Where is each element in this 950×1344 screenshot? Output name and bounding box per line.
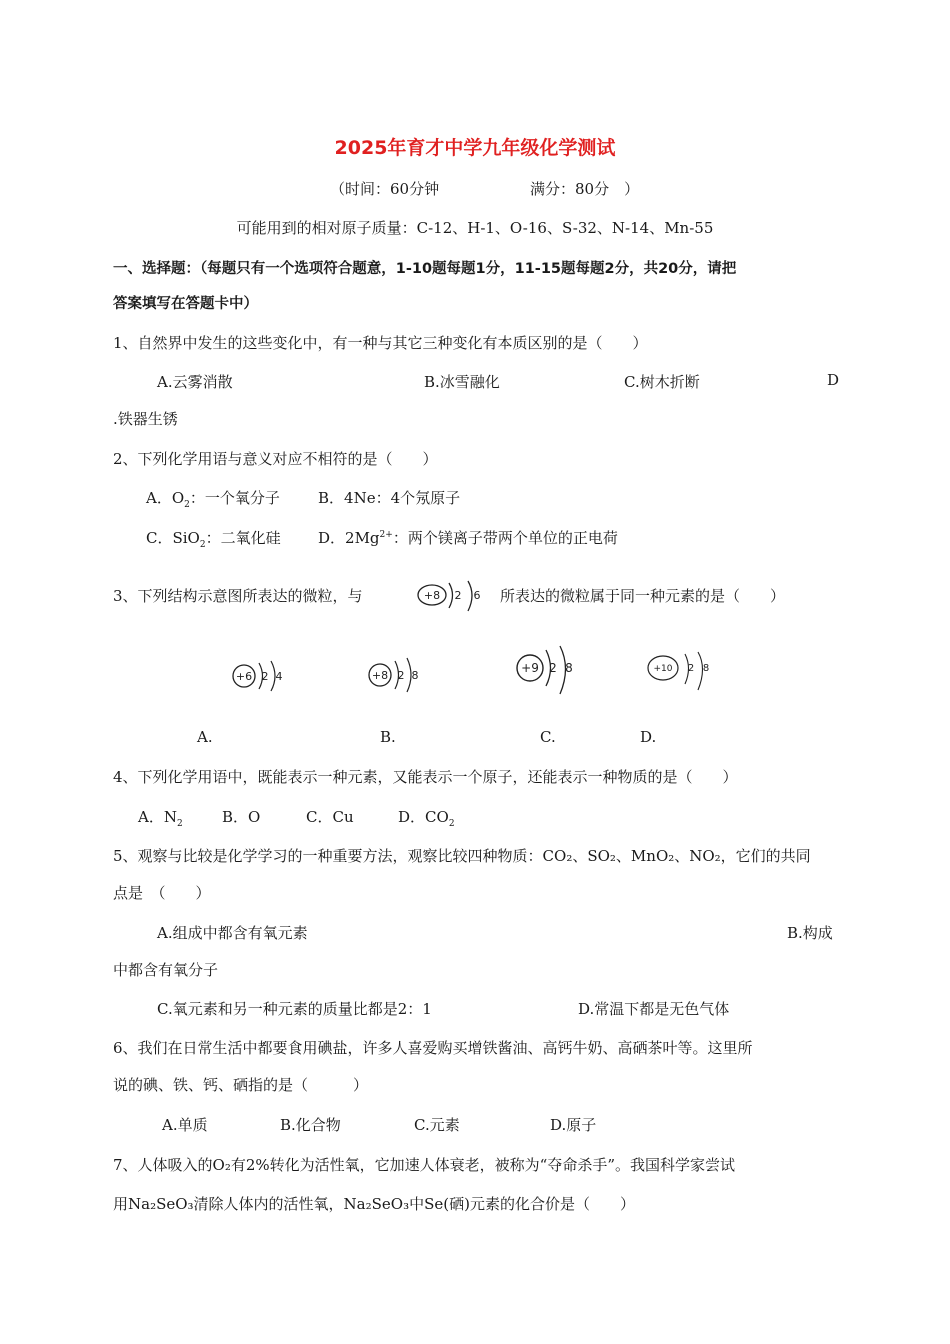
q5-option-d: D.常温下都是无色气体 xyxy=(578,1000,730,1018)
q2-option-c: C．SiO$_2$：二氧化硅 xyxy=(146,529,281,550)
q2-stem: 2、下列化学用语与意义对应不相符的是（ ） xyxy=(113,450,438,468)
q1-option-d-letter: D xyxy=(827,371,840,389)
q5-option-c: C.氧元素和另一种元素的质量比都是2：1 xyxy=(157,1000,432,1018)
q6-stem-line2: 说的碘、铁、钙、硒指的是（ ） xyxy=(113,1076,369,1094)
svg-text:+8: +8 xyxy=(371,669,389,682)
svg-text:2: 2 xyxy=(687,663,695,674)
q3-label-a: A. xyxy=(197,728,213,746)
page-title: 2025年育才中学九年级化学测试 xyxy=(334,137,616,159)
q3-stem-end: 所表达的微粒属于同一种元素的是（ ） xyxy=(500,587,786,605)
q7-stem-line1: 7、人体吸入的O₂有2%转化为活性氧，它加速人体衰老，被称为“夺命杀手”。我国科学家尝试 xyxy=(113,1156,735,1174)
q3-ref-nucleus: +8 xyxy=(423,589,441,602)
q2-option-b: B．4Ne：4个氖原子 xyxy=(318,489,461,507)
q1-option-c: C.树木折断 xyxy=(624,373,700,391)
q7-stem-line2: 用Na₂SeO₃清除人体内的活性氧，Na₂SeO₃中Se(硒)元素的化合价是（ ） xyxy=(113,1195,635,1213)
q6-option-b: B.化合物 xyxy=(280,1116,341,1134)
q1-stem: 1、自然界中发生的这些变化中，有一种与其它三种变化有本质区别的是（ ） xyxy=(113,334,648,352)
section1-heading-cont: 答案填写在答题卡中） xyxy=(113,296,258,312)
q5-option-b-start: B.构成 xyxy=(787,924,833,942)
svg-text:2: 2 xyxy=(397,669,405,682)
q3-option-b-diagram xyxy=(365,655,427,695)
q4-option-b: B．O xyxy=(222,808,261,826)
svg-text:+6: +6 xyxy=(235,670,253,683)
q3-option-a-diagram xyxy=(230,658,290,694)
q5-option-a: A.组成中都含有氧元素 xyxy=(157,924,308,942)
exam-score: 满分：80分 ） xyxy=(530,180,640,198)
section1-heading: 一、选择题：（每题只有一个选项符合题意，1-10题每题1分，11-15题每题2分，共20分，请把 xyxy=(113,261,737,277)
q1-option-a: A.云雾消散 xyxy=(157,373,233,391)
svg-text:8: 8 xyxy=(565,661,573,675)
q5-option-b-end: 中都含有氧分子 xyxy=(113,961,219,979)
atomic-masses: 可能用到的相对原子质量：C-12、H-1、O-16、S-32、N-14、Mn-55 xyxy=(236,219,714,237)
svg-text:2: 2 xyxy=(549,661,557,675)
q3-label-b: B. xyxy=(380,728,396,746)
q3-reference-atom-diagram xyxy=(412,580,492,616)
q3-ref-shell-2: 6 xyxy=(473,589,481,602)
svg-text:8: 8 xyxy=(411,669,419,682)
q4-option-d: D．$CO_2$ xyxy=(398,808,455,829)
q3-label-d: D. xyxy=(640,728,657,746)
q6-option-a: A.单质 xyxy=(162,1116,208,1134)
svg-text:+9: +9 xyxy=(521,661,539,675)
q2-option-d: D．$2Mg^{2+}$：两个镁离子带两个单位的正电荷 xyxy=(318,529,618,547)
q3-option-c-diagram xyxy=(513,644,579,700)
svg-text:2: 2 xyxy=(261,670,269,683)
q6-option-c: C.元素 xyxy=(414,1116,460,1134)
q6-option-d: D.原子 xyxy=(550,1116,597,1134)
svg-text:+10: +10 xyxy=(653,664,673,674)
q4-option-c: C．Cu xyxy=(306,808,354,826)
q3-label-c: C. xyxy=(540,728,556,746)
svg-text:8: 8 xyxy=(702,663,710,674)
q1-option-b: B.冰雪融化 xyxy=(424,373,500,391)
q3-stem-start: 3、下列结构示意图所表达的微粒，与 xyxy=(113,587,363,605)
q2-option-a: A．$O_2$：一个氧分子 xyxy=(146,489,280,510)
exam-time: （时间：60分钟 xyxy=(330,180,440,198)
q4-option-a: A．$N_2$ xyxy=(138,808,183,829)
q5-stem-line1: 5、观察与比较是化学学习的一种重要方法，观察比较四种物质：CO₂、SO₂、MnO₂、NO₂，它们的共同 xyxy=(113,847,811,865)
q3-option-d-diagram xyxy=(646,648,716,694)
q5-stem-line2: 点是 （ ） xyxy=(113,884,211,902)
q4-stem: 4、下列化学用语中，既能表示一种元素，又能表示一个原子，还能表示一种物质的是（ ） xyxy=(113,768,738,786)
svg-text:4: 4 xyxy=(275,670,283,683)
q3-ref-shell-1: 2 xyxy=(454,589,462,602)
q1-option-d-text: .铁器生锈 xyxy=(113,410,178,428)
q6-stem-line1: 6、我们在日常生活中都要食用碘盐，许多人喜爱购买增铁酱油、高钙牛奶、高硒茶叶等。这里所 xyxy=(113,1039,753,1057)
